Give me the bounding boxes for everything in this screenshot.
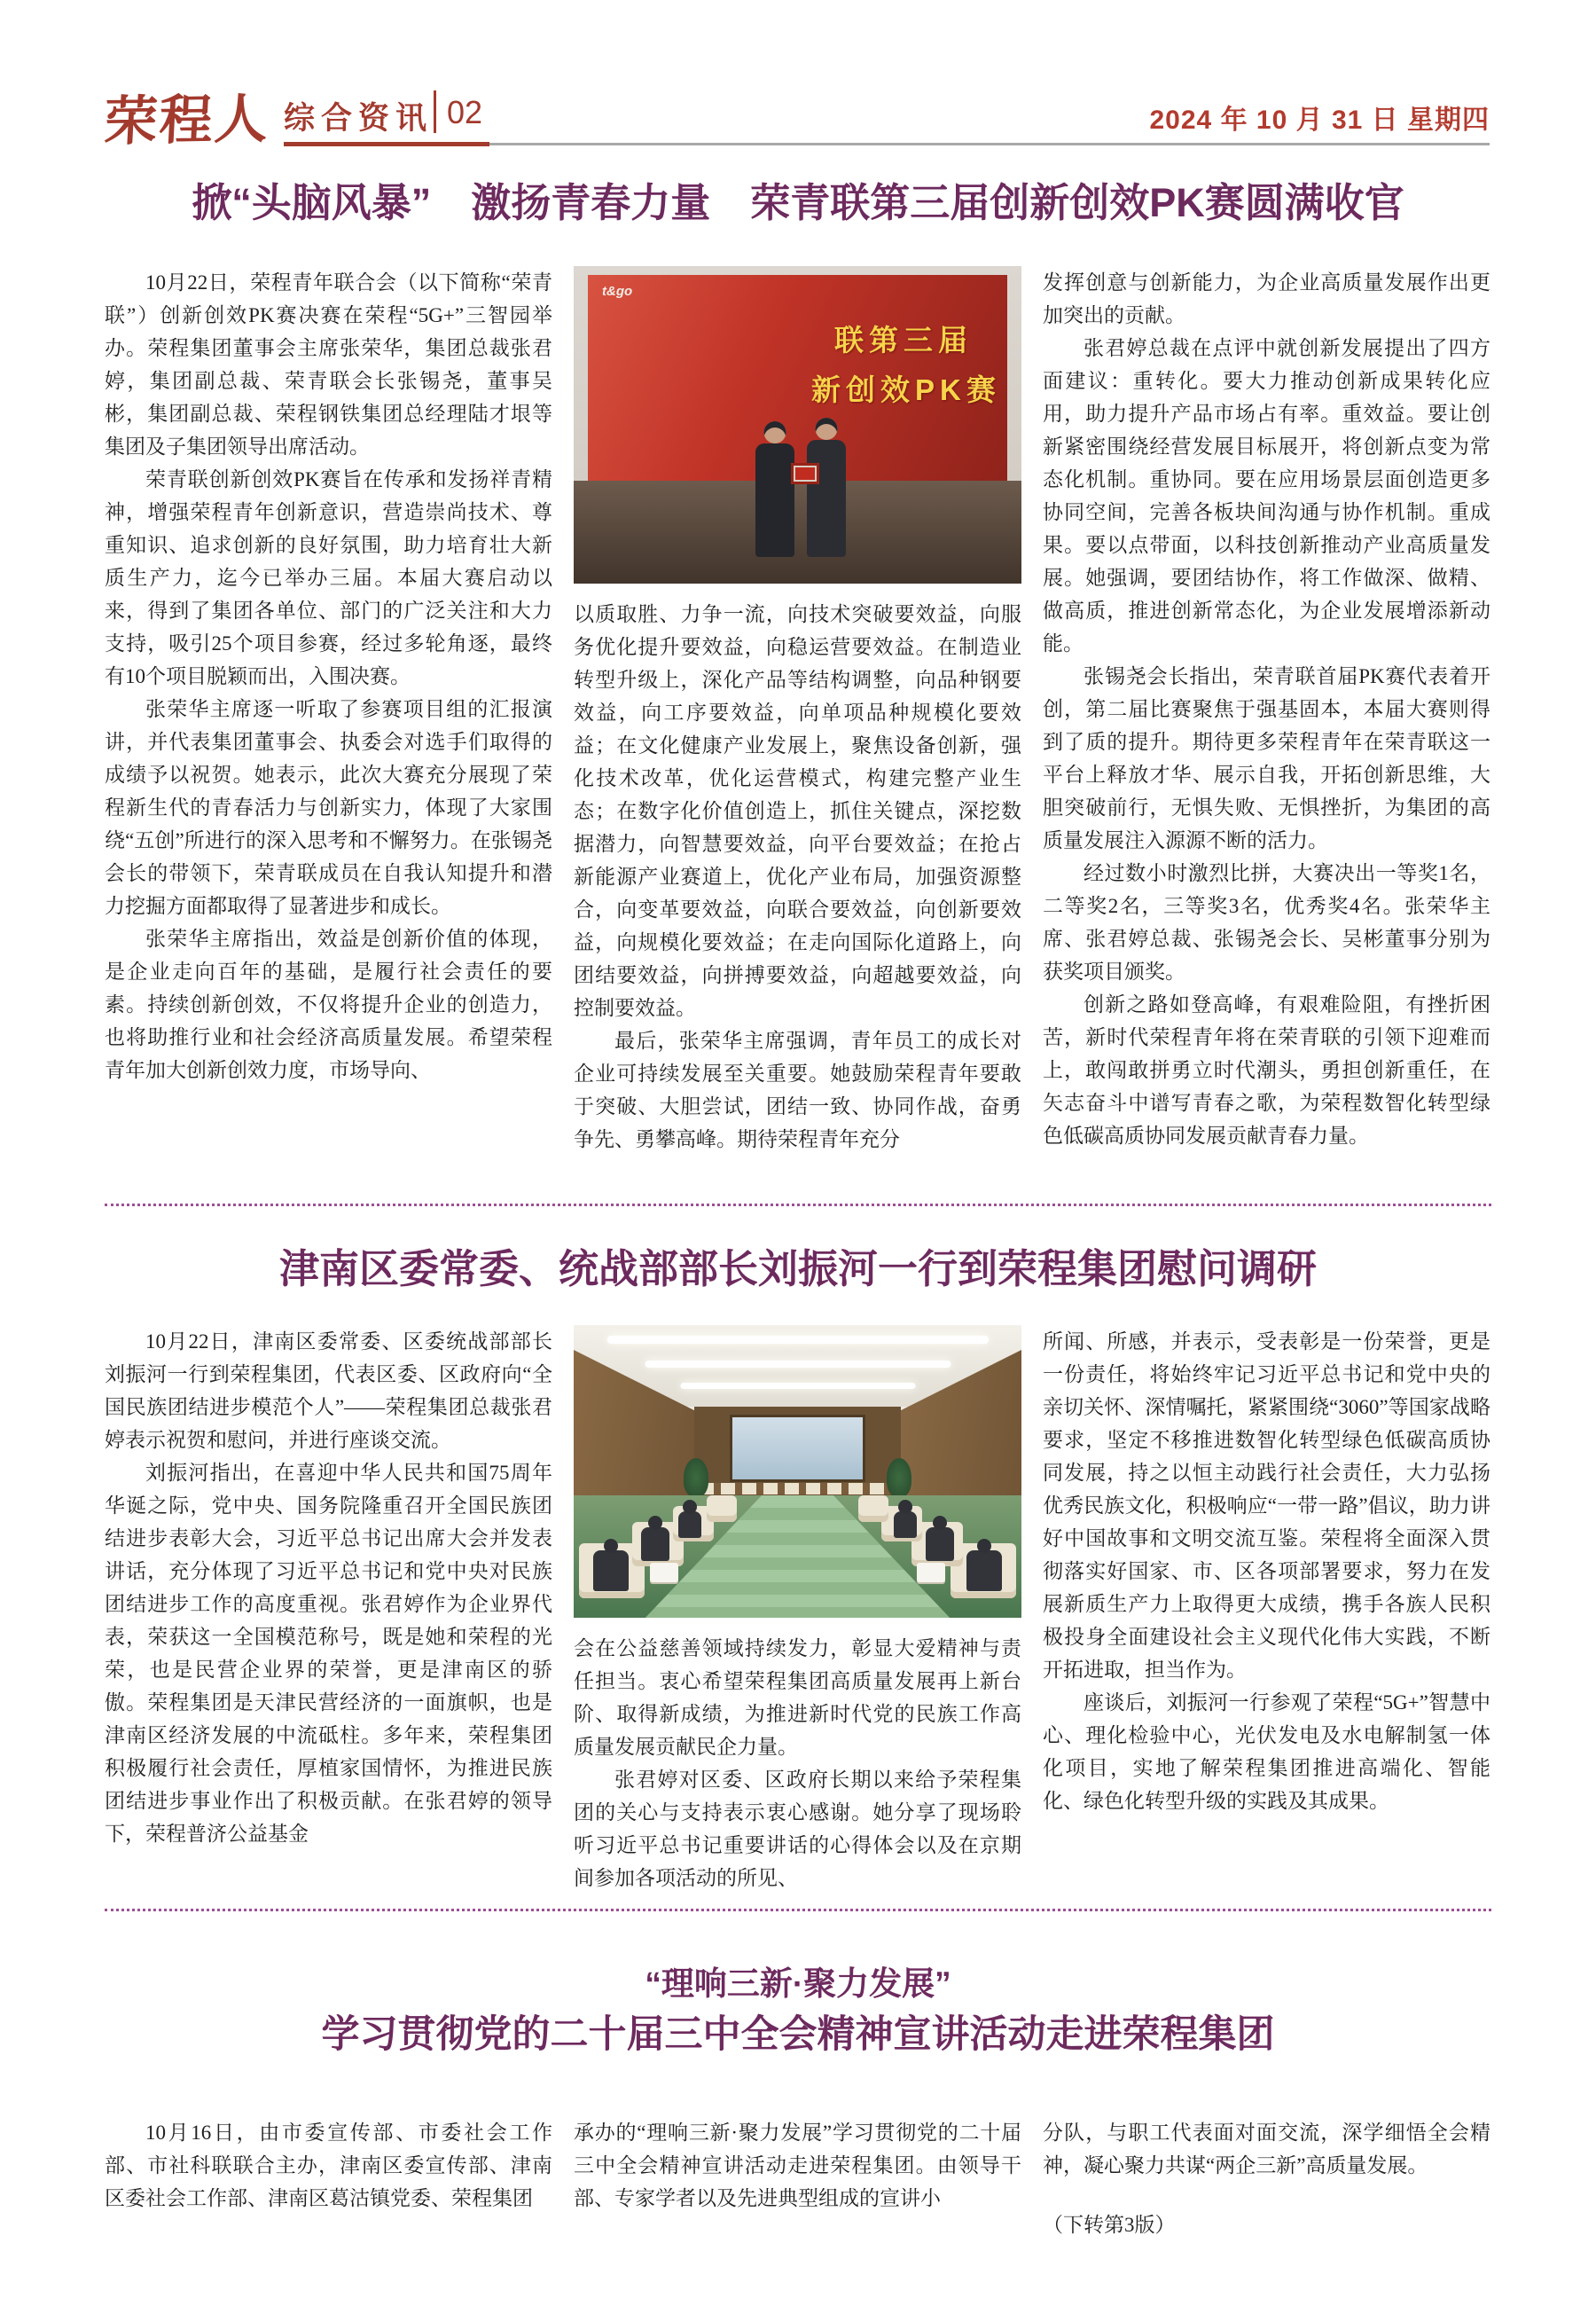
ceiling-light xyxy=(607,1336,989,1344)
masthead-red-rule xyxy=(284,142,489,146)
potted-plant xyxy=(684,1458,708,1497)
article3-column-1 xyxy=(105,2116,552,2241)
person-figure xyxy=(807,440,846,557)
stage-led-screen xyxy=(588,275,1007,481)
paragraph: 承办的“理响三新·聚力发展”学习贯彻党的二十届三中全会精神宣讲活动走进荣程集团。由领导干部、专家学者以及先进典型组成的宣讲小 xyxy=(574,2122,1021,2209)
ceiling-light xyxy=(680,1383,915,1389)
paragraph: 经过数小时激烈比拼，大赛决出一等奖1名，二等奖2名，三等奖3名，优秀奖4名。张荣华主席、张君婷总裁、张锡尧会长、吴彬董事分别为获奖项目颁奖。 xyxy=(1043,862,1490,983)
screen-title-text-1: 联第三届 xyxy=(834,324,973,357)
article2-column-1 xyxy=(105,1325,552,1894)
paragraph: 刘振河指出，在喜迎中华人民共和国75周年华诞之际，党中央、国务院隆重召开全国民族团结进步表彰大会，习近平总书记出席大会并发表讲话，充分体现了习近平总书记和党中央对民族团结进步工作的高度重视。张君婷作为企业界代表，荣获这一全国模范称号，既是她和荣程的光荣，也是民营企业界的荣誉，更是津南区的骄傲。荣程集团是天津民营经济的一面旗帜，也是津南区经济发展的中流砥柱。多年来，荣程集团积极履行社会责任，厚植家国情怀，为推进民族团结进步事业作出了积极贡献。在张君婷的领导下，荣程普济公益基金 xyxy=(105,1462,552,1845)
continuation-note: （下转第3版） xyxy=(1043,2214,1176,2236)
article3-headline-line1: “理响三新·聚力发展” xyxy=(645,1965,951,2002)
seated-person xyxy=(641,1527,669,1561)
article2-headline: 津南区委常委、统战部部长刘振河一行到荣程集团慰问调研 xyxy=(278,1246,1317,1291)
seated-person xyxy=(966,1550,1002,1591)
paragraph: 10月22日，津南区委常委、区委统战部部长刘振河一行到荣程集团，代表区委、区政府向“全国民族团结进步模范个人”——荣程集团总裁张君婷表示祝贺和慰问，并进行座谈交流。 xyxy=(105,1330,552,1451)
paragraph: 张锡尧会长指出，荣青联首届PK赛代表着开创，第二届比赛聚焦于强基固本，本届大赛则得到了质的提升。期待更多荣程青年在荣青联这一平台上释放才华、展示自我，开拓创新思维，大胆突破前行，无惧失败、无惧挫折，为集团的高质量发展注入源源不断的活力。 xyxy=(1043,665,1490,851)
paragraph: 10月16日，由市委宣传部、市委社会工作部、市社科联联合主办，津南区委宣传部、津南区委社会工作部、津南区葛沽镇党委、荣程集团 xyxy=(105,2122,552,2209)
paragraph: 会在公益慈善领域持续发力，彰显大爱精神与责任担当。衷心希望荣程集团高质量发展再上新台阶、取得新成绩，为推进新时代党的民族工作高质量发展贡献民企力量。 xyxy=(574,1637,1021,1758)
sofa-chair xyxy=(707,1495,737,1522)
potted-plant xyxy=(887,1458,911,1497)
stage-floor xyxy=(574,481,1021,584)
paragraph: 创新之路如登高峰，有艰难险阻，有挫折困苦，新时代荣程青年将在荣青联的引领下迎难而上，敢闯敢拼勇立时代潮头，勇担创新重任，在矢志奋斗中谱写青春之歌，为荣程数智化转型绿色低碳高质协同发展贡献青春力量。 xyxy=(1043,993,1490,1147)
award-ceremony-photo xyxy=(574,266,1021,584)
article3-column-2 xyxy=(574,2116,1021,2241)
article-separator xyxy=(105,1204,1491,1206)
sofa-chair xyxy=(858,1495,888,1522)
masthead-divider xyxy=(434,90,436,133)
article1-column-2 xyxy=(574,266,1021,1156)
ceiling-light xyxy=(645,1361,951,1368)
back-chair-row xyxy=(700,1483,896,1494)
award-certificate xyxy=(791,463,819,484)
article2-body xyxy=(105,1325,1491,1894)
article1-column-1 xyxy=(105,266,552,1156)
meeting-room-photo xyxy=(574,1325,1021,1618)
paragraph: 张君婷总裁在点评中就创新发展提出了四方面建议：重转化。要大力推动创新成果转化应用，助力提升产品市场占有率。重效益。要让创新紧密围绕经营发展目标展开，将创新点变为常态化机制。重协同。要在应用场景层面创造更多协同空间，完善各板块间沟通与协作机制。重成果。要以点带面，以科技创新推动产业高质量发展。她强调，要团结协作，将工作做深、做精、做高质，推进创新常态化，为企业发展增添新动能。 xyxy=(1043,337,1490,655)
article1-column-3 xyxy=(1043,266,1490,1156)
seated-person xyxy=(926,1527,954,1561)
paragraph: 张荣华主席指出，效益是创新价值的体现，是企业走向百年的基础，是履行社会责任的要素。持续创新创效，不仅将提升企业的创造力，也将助推行业和社会经济高质量发展。希望荣程青年加大创新创效力度，市场导向、 xyxy=(105,928,552,1081)
article3-body xyxy=(105,2116,1491,2241)
coffee-table xyxy=(650,1563,678,1582)
paragraph: 以质取胜、力争一流，向技术突破要效益，向服务优化提升要效益，向稳运营要效益。在制造业转型升级上，深化产品等结构调整，向品种钢要效益，向工序要效益，向单项品种规模化要效益；在文化健康产业发展上，聚焦设备创新，强化技术改革，优化运营模式，构建完整产业生态；在数字化价值创造上，抓住关键点，深挖数据潜力，向智慧要效益，向平台要效益；在抢占新能源产业赛道上，优化产业布局，加强资源整合，向变革要效益，向联合要效益，向创新要效益，向规模化要效益；在走向国际化道路上，向团结要效益，向拼搏要效益，向超越要效益，向控制要效益。 xyxy=(574,603,1021,1019)
projection-screen xyxy=(730,1415,865,1482)
paragraph: 最后，张荣华主席强调，青年员工的成长对企业可持续发展至关重要。她鼓励荣程青年要敢于突破、大胆尝试，团结一致、协同作战，奋勇争先、勇攀高峰。期待荣程青年充分 xyxy=(574,1030,1021,1150)
masthead-section-label: 综合资讯 xyxy=(284,101,434,136)
seated-person xyxy=(678,1511,701,1538)
screen-title-text-2: 新创效PK赛 xyxy=(811,373,1001,406)
article3-headline-line2: 学习贯彻党的二十届三中全会精神宣讲活动走进荣程集团 xyxy=(321,2013,1275,2056)
masthead-page-number: 02 xyxy=(447,94,483,130)
seated-person xyxy=(894,1511,917,1538)
masthead-date: 2024 年 10 月 31 日 星期四 xyxy=(1149,106,1490,135)
paragraph: 发挥创意与创新能力，为企业高质量发展作出更加突出的贡献。 xyxy=(1043,271,1490,326)
masthead-logo: 荣程人 xyxy=(102,90,271,152)
paragraph: 张荣华主席逐一听取了参赛项目组的汇报演讲，并代表集团董事会、执委会对选手们取得的成绩予以祝贺。她表示，此次大赛充分展现了荣程新生代的青春活力与创新实力，体现了大家围绕“五创”所进行的深入思考和不懈努力。在张锡尧会长的带领下，荣青联成员在自我认知提升和潜力挖掘方面都取得了显著进步和成长。 xyxy=(105,698,552,917)
article2-column-2 xyxy=(574,1325,1021,1894)
masthead-gray-rule xyxy=(489,143,1490,145)
paragraph: 荣青联创新创效PK赛旨在传承和发扬祥青精神，增强荣程青年创新意识，营造崇尚技术、尊重知识、追求创新的良好氛围，助力培育壮大新质生产力，迄今已举办三届。本届大赛启动以来，得到了集团各单位、部门的广泛关注和大力支持，吸引25个项目参赛，经过多轮角逐，最终有10个项目脱颖而出，入围决赛。 xyxy=(105,468,552,687)
article1-body xyxy=(105,266,1491,1156)
article2-column-3 xyxy=(1043,1325,1490,1894)
coffee-table xyxy=(917,1563,945,1582)
article-separator xyxy=(105,1909,1491,1911)
article1-headline: 掀“头脑风暴” 激扬青春力量 荣青联第三届创新创效PK赛圆满收官 xyxy=(192,180,1404,225)
paragraph: 张君婷对区委、区政府长期以来给予荣程集团的关心与支持表示衷心感谢。她分享了现场聆听习近平总书记重要讲话的心得体会以及在京期间参加各项活动的所见、 xyxy=(574,1769,1021,1889)
screen-logo-text: t&go xyxy=(602,284,633,299)
paragraph: 所闻、所感，并表示，受表彰是一份荣誉，更是一份责任，将始终牢记习近平总书记和党中央的亲切关怀、深情嘱托，紧紧围绕“3060”等国家战略要求，坚定不移推进数智化转型绿色低碳高质协同发展，持之以恒主动践行社会责任，大力弘扬优秀民族文化，积极响应“一带一路”倡议，助力讲好中国故事和文明交流互鉴。荣程将全面深入贯彻落实好国家、市、区各项部署要求，努力在发展新质生产力上取得更大成绩，携手各族人民积极投身全面建设社会主义现代化伟大实践，不断开拓进取，担当作为。 xyxy=(1043,1330,1490,1681)
seated-person xyxy=(593,1550,629,1591)
person-figure xyxy=(755,443,794,557)
paragraph: 分队，与职工代表面对面交流，深学细悟全会精神，凝心聚力共谋“两企三新”高质量发展。 xyxy=(1043,2122,1490,2177)
paragraph: 10月22日，荣程青年联合会（以下简称“荣青联”）创新创效PK赛决赛在荣程“5G+”三智园举办。荣程集团董事会主席张荣华，集团总裁张君婷，集团副总裁、荣青联会长张锡尧，董事吴彬，集团副总裁、荣程钢铁集团总经理陆才垠等集团及子集团领导出席活动。 xyxy=(105,271,552,458)
paragraph: 座谈后，刘振河一行参观了荣程“5G+”智慧中心、理化检验中心，光伏发电及水电解制氢一体化项目，实地了解荣程集团推进高端化、智能化、绿色化转型升级的实践及其成果。 xyxy=(1043,1691,1490,1812)
article3-column-3 xyxy=(1043,2116,1490,2241)
